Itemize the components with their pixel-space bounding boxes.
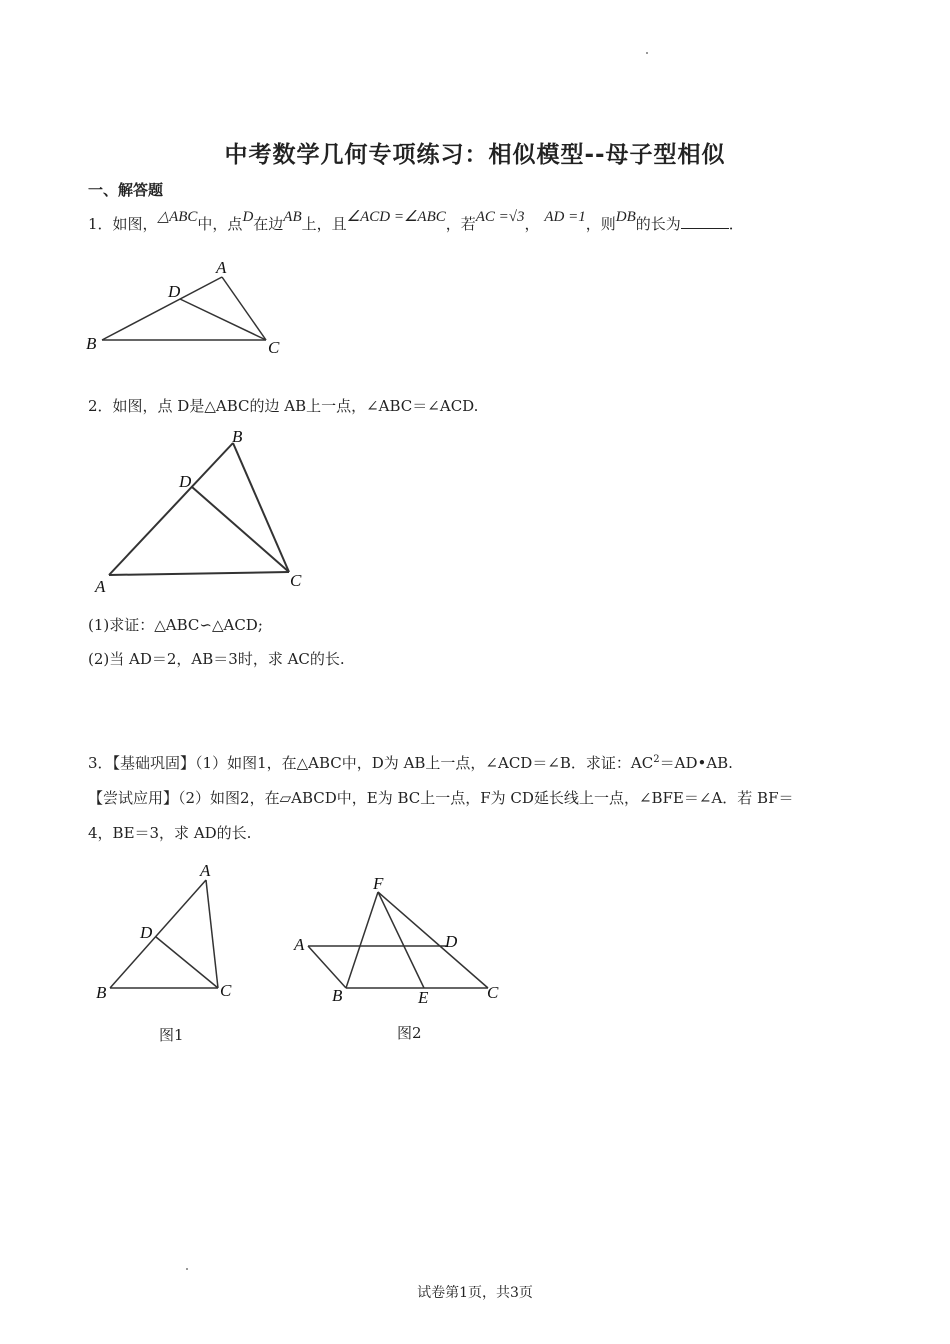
page-title: 中考数学几何专项练习：相似模型--母子型相似 (224, 142, 726, 168)
q1-math: D (242, 209, 254, 225)
question-3-line-3: 4，BE＝3，求 AD的长. (88, 824, 252, 842)
figure-q3-2 (288, 870, 508, 1010)
label-F: F (373, 874, 384, 893)
q1-math: AB (283, 209, 302, 225)
question-2-stem: 2．如图，点 D是△ABC的边 AB上一点，∠ABC＝∠ACD. (88, 397, 479, 415)
label-B: B (86, 334, 97, 353)
label-B: B (96, 983, 107, 1002)
q1-math: DB (615, 209, 636, 225)
label-A: A (216, 258, 227, 277)
label-D: D (179, 472, 192, 491)
label-A: A (200, 861, 211, 880)
label-C: C (268, 338, 280, 357)
figure-q2 (85, 423, 325, 598)
figure-caption-1: 图1 (159, 1026, 184, 1044)
label-B: B (232, 427, 243, 446)
label-C: C (220, 981, 232, 1000)
section-heading: 一、解答题 (88, 181, 164, 199)
superscript: 2 (653, 754, 660, 765)
scan-dot (646, 52, 648, 54)
q1-math: AC =√3 (475, 209, 525, 225)
label-D: D (445, 932, 458, 951)
q1-math: AD =1 (544, 209, 586, 225)
question-3-line-2: 【尝试应用】（2）如图2，在▱ABCD中，E为 BC上一点，F为 CD延长线上一点，∠BFE＝∠A．若 BF＝ (88, 789, 794, 807)
label-B: B (332, 986, 343, 1005)
label-A: A (95, 577, 106, 596)
scan-dot (186, 1268, 188, 1270)
label-D: D (140, 923, 153, 942)
question-2-part-2: (2)当 AD＝2，AB＝3时，求 AC的长. (88, 650, 345, 668)
answer-blank[interactable] (681, 214, 729, 229)
figure-q1 (80, 255, 300, 365)
q1-number: 1．如图， (88, 215, 158, 233)
figure-q3-1 (90, 858, 250, 1008)
question-3-line-1: 3．【基础巩固】（1）如图1，在△ABC中，D为 AB上一点，∠ACD＝∠B．求证：$AC^2=AD•AB$. (88, 754, 733, 772)
page-footer: 试卷第1页，共3页 (417, 1285, 533, 1301)
label-D: D (168, 282, 181, 301)
label-C: C (487, 983, 499, 1002)
label-E: E (418, 988, 429, 1007)
figure-caption-2: 图2 (397, 1024, 422, 1042)
label-A: A (294, 935, 305, 954)
question-2-part-1: (1)求证：△ABC∽△ACD; (88, 616, 263, 634)
question-1: 1．如图，△ABC中，点D在边AB上，且∠ACD =∠ABC，若AC =√3， AD =1，则DB的长为 ． (88, 209, 744, 233)
q1-math: ∠ACD =∠ABC (346, 209, 446, 225)
q1-math: △ABC (157, 209, 198, 225)
label-C: C (290, 571, 302, 590)
